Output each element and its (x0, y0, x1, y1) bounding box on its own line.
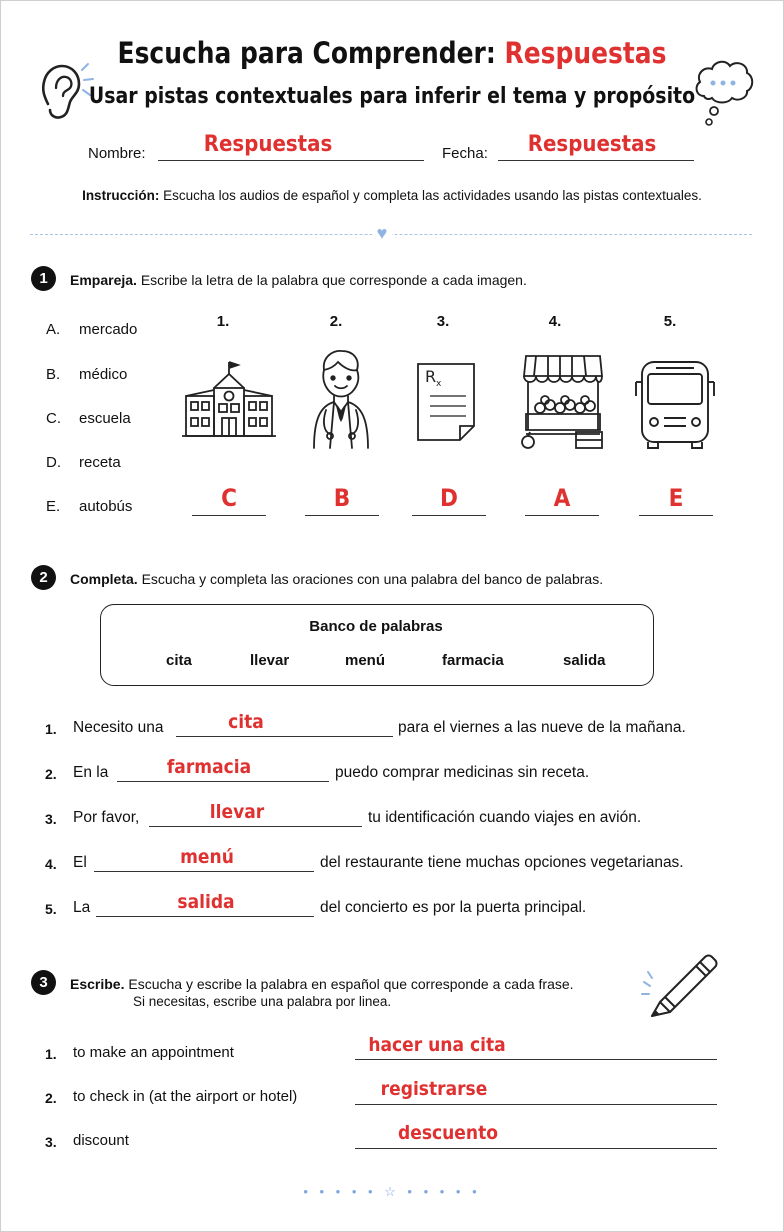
sentence-before: El (73, 854, 87, 871)
pencil-icon (638, 948, 720, 1018)
column-number: 1. (216, 313, 230, 330)
date-value: Respuestas (527, 132, 657, 157)
word-bank-item: llevar (250, 652, 290, 669)
bus-icon (632, 356, 718, 450)
title-accent: Respuestas (504, 36, 667, 70)
section-3-heading (70, 976, 574, 992)
option-letter: C. (46, 410, 61, 427)
section-1-heading-text: Escribe la letra de la palabra que corresponde a cada imagen. (140, 272, 527, 288)
instruction-text: Escucha los audios de español y completa las actividades usando las pistas contextuales. (163, 188, 702, 203)
word-bank-item: salida (563, 652, 606, 669)
sentence-number: 4. (45, 856, 57, 872)
instruction-label: Instrucción: (82, 188, 160, 203)
section-2-number: 2 (31, 565, 56, 590)
match-answer-4: A (553, 484, 571, 512)
word-bank-item: menú (345, 652, 386, 669)
sentence-after: para el viernes a las nueve de la mañana. (398, 719, 686, 736)
option-word: autobús (79, 498, 133, 515)
write-answer-1: hacer una cita (368, 1034, 506, 1056)
option-letter: E. (46, 498, 61, 515)
item-number: 3. (45, 1134, 57, 1150)
section-3-heading-bold: Escribe. (70, 976, 125, 992)
write-line (355, 1148, 717, 1149)
item-number: 2. (45, 1090, 57, 1106)
word-bank-item: farmacia (442, 652, 504, 669)
sentence-before: En la (73, 764, 109, 781)
fill-line (96, 916, 314, 917)
answer-line (639, 515, 713, 516)
write-line (355, 1059, 717, 1060)
item-prompt: to make an appointment (73, 1044, 234, 1061)
sentence-number: 2. (45, 766, 57, 782)
word-bank-title: Banco de palabras (309, 618, 443, 635)
item-prompt: discount (73, 1132, 129, 1149)
page-subtitle: Usar pistas contextuales para inferir el tema y propósito (88, 84, 696, 109)
market-stall-icon (518, 350, 608, 452)
date-line (498, 160, 694, 161)
section-3-number: 3 (31, 970, 56, 995)
match-answer-1: C (221, 484, 237, 512)
option-word: receta (79, 454, 121, 471)
fill-answer-5: salida (177, 891, 235, 913)
column-number: 5. (663, 313, 677, 330)
sentence-number: 3. (45, 811, 57, 827)
sentence-after: del concierto es por la puerta principal. (320, 899, 587, 916)
sentence-after: puedo comprar medicinas sin receta. (335, 764, 590, 781)
word-bank (100, 604, 654, 686)
column-number: 2. (329, 313, 343, 330)
section-3-heading-text: Escucha y escribe la palabra en español que corresponde a cada frase. (128, 976, 574, 992)
prescription-icon (414, 360, 480, 444)
section-2-heading (70, 571, 603, 587)
answer-line (412, 515, 486, 516)
heart-icon: ♥ (372, 222, 392, 244)
sentence-number: 5. (45, 901, 57, 917)
sentence-before: Por favor, (73, 809, 140, 826)
sentence-number: 1. (45, 721, 57, 737)
fill-answer-3: llevar (209, 801, 265, 823)
match-answer-2: B (333, 484, 351, 512)
answer-line (525, 515, 599, 516)
sentence-before: La (73, 899, 91, 916)
match-answer-3: D (440, 484, 458, 512)
name-line (158, 160, 424, 161)
match-answer-5: E (668, 484, 684, 512)
section-2-heading-bold: Completa. (70, 571, 138, 587)
school-icon (180, 358, 278, 442)
fill-answer-1: cita (228, 711, 264, 733)
write-answer-3: descuento (397, 1122, 498, 1144)
name-value: Respuestas (203, 132, 333, 157)
rx-symbol: R (425, 367, 437, 386)
section-3-heading-line2: Si necesitas, escribe una palabra por linea. (133, 994, 392, 1009)
option-letter: A. (46, 321, 61, 338)
column-number: 3. (436, 313, 450, 330)
fill-line (94, 871, 314, 872)
section-1-heading-bold: Empareja. (70, 272, 137, 288)
sentence-after: tu identificación cuando viajes en avión. (368, 809, 642, 826)
doctor-icon (308, 348, 374, 450)
option-word: escuela (79, 410, 131, 427)
date-label: Fecha: (442, 145, 488, 162)
title-main: Escucha para Comprender: (117, 36, 496, 70)
answer-line (305, 515, 379, 516)
fill-line (117, 781, 329, 782)
option-letter: D. (46, 454, 61, 471)
option-word: médico (79, 366, 128, 383)
sentence-after: del restaurante tiene muchas opciones vegetarianas. (320, 854, 684, 871)
answer-line (192, 515, 266, 516)
section-2-heading-text: Escucha y completa las oraciones con una palabra del banco de palabras. (141, 571, 604, 587)
svg-text:x: x (436, 379, 442, 389)
option-word: mercado (79, 321, 138, 338)
item-prompt: to check in (at the airport or hotel) (73, 1088, 298, 1105)
word-bank-item: cita (166, 652, 192, 669)
page-title (55, 36, 729, 70)
section-1-number: 1 (31, 266, 56, 291)
write-answer-2: registrarse (380, 1078, 488, 1100)
fill-line (176, 736, 393, 737)
sentence-before: Necesito una (73, 719, 164, 736)
option-letter: B. (46, 366, 61, 383)
column-number: 4. (548, 313, 562, 330)
footer-decoration: • • • • • ☆ • • • • • (303, 1184, 481, 1199)
name-label: Nombre: (88, 145, 146, 162)
fill-line (149, 826, 362, 827)
fill-answer-4: menú (180, 846, 234, 868)
section-1-heading (70, 272, 527, 288)
write-line (355, 1104, 717, 1105)
instruction (0, 188, 784, 203)
item-number: 1. (45, 1046, 57, 1062)
fill-answer-2: farmacia (166, 756, 252, 778)
